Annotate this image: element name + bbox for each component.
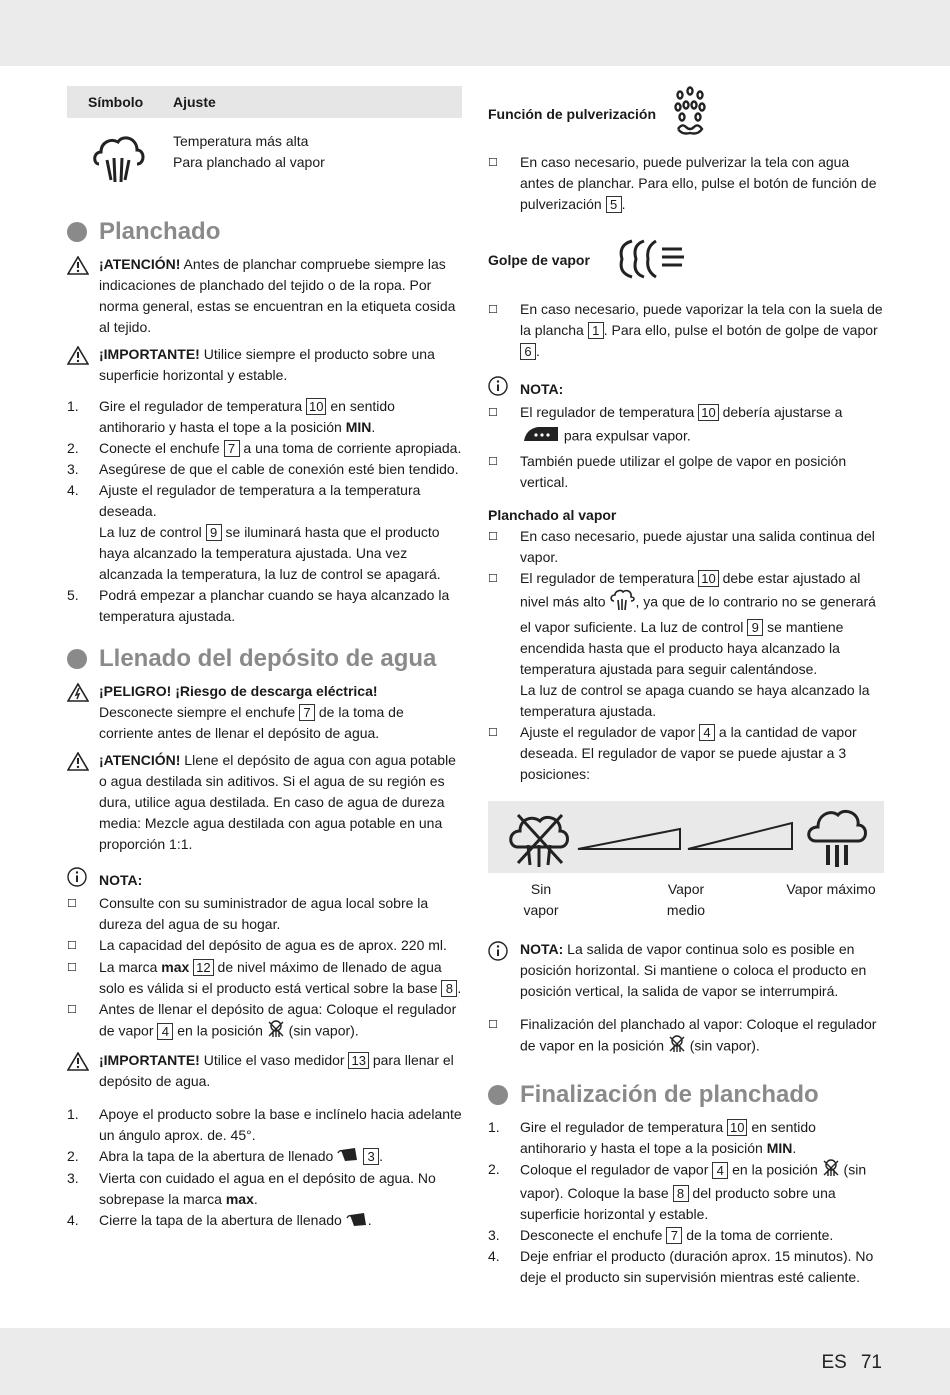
list-item: 3. Desconecte el enchufe 7 de la toma de corriente.: [488, 1227, 834, 1243]
warning-triangle-icon: [67, 344, 99, 386]
language-code: ES: [821, 1352, 847, 1373]
no-steam-icon: [267, 1020, 285, 1044]
list-item: ☐ Consulte con su suministrador de agua local sobre la dureza del agua de su hogar.: [67, 895, 429, 932]
warning-important-cup: ¡IMPORTANTE! Utilice el vaso medidor 13 para llenar el depósito de agua.: [67, 1050, 462, 1092]
note-heading: NOTA:: [67, 867, 462, 893]
list-item: 3. Asegúrese de que el cable de conexión esté bien tendido.: [67, 461, 459, 477]
llenado-steps: [67, 1104, 462, 1233]
list-item: ☐ Finalización del planchado al vapor: Coloque el regulador de vapor en la posición (sin vapor).: [488, 1014, 884, 1059]
list-item: ☐ También puede utilizar el golpe de vapor en posición vertical.: [488, 453, 847, 490]
end-steam-list: [488, 1014, 884, 1059]
page-footer: [822, 1352, 883, 1374]
warning-triangle-icon: [67, 750, 99, 855]
info-icon: [488, 376, 520, 402]
symbol-table-row: [67, 118, 462, 210]
list-item: 4. Cierre la tapa de la abertura de llenado .: [67, 1210, 462, 1232]
steam-level-graphic: [488, 801, 884, 873]
no-steam-icon: [511, 815, 568, 867]
label-max-steam: Vapor máximo: [786, 881, 876, 897]
list-item: 1. Gire el regulador de temperatura 10 en sentido antihorario y hasta el tope a la posición MIN.: [67, 398, 395, 435]
bottom-band: [0, 1328, 950, 1395]
list-item: ☐ La capacidad del depósito de agua es de aprox. 220 ml.: [67, 937, 447, 953]
list-item: 4. Deje enfriar el producto (duración aprox. 15 minutos). No deje el producto sin supervisión mientras esté caliente.: [488, 1248, 874, 1285]
bullet-dot-icon: [488, 1085, 508, 1105]
steam-level-panel: [488, 801, 884, 873]
left-column: [67, 86, 462, 1233]
list-item: 3. Vierta con cuidado el agua en el depósito de agua. No sobrepase la marca max.: [67, 1170, 436, 1208]
max-steam-icon: [809, 811, 866, 867]
steam-burst-icon: [612, 231, 688, 290]
spray-title: Función de pulverización: [488, 105, 657, 122]
warning-triangle-icon: [67, 254, 99, 338]
list-item: ☐ El regulador de temperatura 10 debería ajustarse a para expulsar vapor.: [488, 402, 884, 451]
list-item: ☐ En caso necesario, puede ajustar una salida continua del vapor.: [488, 528, 875, 565]
note-horizontal: NOTA: La salida de vapor continua solo es posible en posición horizontal. Si mantiene o coloca el producto en posición vertical, la salida de vapor se interrumpirá.: [488, 939, 884, 1002]
no-steam-icon: [668, 1035, 686, 1059]
spray-list: [488, 152, 884, 215]
wedge-small: [578, 829, 680, 849]
no-steam-icon: [822, 1159, 840, 1183]
label-medium-steam: Vapor medio: [666, 881, 706, 918]
steam-list: [488, 526, 884, 785]
list-item: ☐ En caso necesario, puede vaporizar la tela con la suela de la plancha 1 . Para ello, pulse el botón de golpe de vapor 6 .: [488, 301, 883, 359]
heading-planchado: Planchado: [67, 218, 462, 246]
list-item: 2. Coloque el regulador de vapor 4 en la posición (sin vapor). Coloque la base 8 del producto sobre una superficie horizontal y estable.: [488, 1161, 867, 1222]
bullet-dot-icon: [67, 222, 87, 242]
note-heading: NOTA:: [488, 376, 884, 402]
right-column: [488, 86, 884, 1288]
info-icon: [488, 939, 520, 1002]
fill-opening-icon: [337, 1146, 359, 1168]
steam-ironing-title: Planchado al vapor: [488, 507, 617, 523]
top-band: [0, 0, 950, 66]
warning-important: ¡IMPORTANTE! Utilice siempre el producto sobre una superficie horizontal y estable.: [67, 344, 462, 386]
symbol-table-header: [67, 86, 462, 118]
iron-max-icon: [520, 423, 560, 451]
steam-level-labels: [488, 879, 884, 921]
table-text-line1: Temperatura más alta: [173, 133, 309, 149]
list-item: ☐ La marca max 12 de nivel máximo de llenado de agua solo es válida si el producto está vertical sobre la base 8 .: [67, 959, 462, 996]
warning-triangle-icon: [67, 1050, 99, 1092]
warning-danger: ¡PELIGRO! ¡Riesgo de descarga eléctrica! Desconecte siempre el enchufe 7 de la toma de corriente antes de llenar el depósito de agua.: [67, 681, 462, 744]
steam-max-small-icon: [609, 589, 635, 617]
list-item: 4. Ajuste el regulador de temperatura a la temperatura deseada.: [67, 482, 421, 519]
list-item: ☐ Ajuste el regulador de vapor 4 a la cantidad de vapor deseada. El regulador de vapor se puede ajustar a 3 posiciones:: [488, 724, 857, 782]
burst-list: [488, 299, 884, 362]
burst-header: [488, 227, 884, 293]
planchado-steps: [67, 396, 462, 627]
burst-title: Golpe de vapor: [488, 251, 590, 268]
page-number: 71: [860, 1352, 882, 1373]
list-item: 2. Abra la tapa de la abertura de llenado 3 .: [67, 1146, 462, 1168]
list-item: ☐ Antes de llenar el depósito de agua: Coloque el regulador de vapor 4 en la posición (sin vapor).: [67, 999, 462, 1044]
fill-opening-icon: [346, 1211, 368, 1233]
list-item: 1. Apoye el producto sobre la base e inclínelo hacia adelante un ángulo aprox. de. 45°.: [67, 1106, 462, 1143]
heading-llenado: Llenado del depósito de agua: [67, 645, 462, 673]
spray-header: [488, 86, 884, 142]
steam-max-icon: [67, 128, 173, 210]
list-item: La luz de control 9 se iluminará hasta que el producto haya alcanzado la temperatura ajustada. Una vez alcanzada la temperatura, la luz de control se apagará.: [99, 524, 441, 582]
heading-finalizacion: Finalización de planchado: [488, 1081, 884, 1109]
table-text-line2: Para planchado al vapor: [173, 154, 325, 170]
list-item: 2. Conecte el enchufe 7 a una toma de corriente apropiada.: [67, 440, 462, 456]
bullet-dot-icon: [67, 649, 87, 669]
symbol-header: Símbolo: [88, 94, 144, 110]
list-item: 1. Gire el regulador de temperatura 10 en sentido antihorario y hasta el tope a la posición MIN.: [488, 1119, 816, 1156]
list-item: ☐ El regulador de temperatura 10 debe estar ajustado al nivel más alto , ya que de lo contrario no se generará el vapor suficiente. La luz de control 9 se mantiene encendida hasta que el producto haya alcanzado la temperatura ajustada para seguir calentándose. La luz de control se apaga cuando se haya alcanzado la temperatura ajustada.: [488, 570, 876, 719]
note-list: [67, 893, 462, 1044]
setting-header: Ajuste: [173, 94, 216, 110]
spray-icon: [672, 85, 708, 144]
list-item: 5. Podrá empezar a planchar cuando se haya alcanzado la temperatura ajustada.: [67, 587, 450, 624]
finalizacion-steps: [488, 1117, 884, 1288]
label-no-steam: Sin vapor: [523, 881, 559, 918]
warning-attention: ¡ATENCIÓN! Antes de planchar compruebe siempre las indicaciones de planchado del tejido o de la ropa. Por norma general, estas se encuentran en la etiqueta cosida al tejido.: [67, 254, 462, 338]
note-list-right: [488, 402, 884, 493]
warning-attention-water: ¡ATENCIÓN! Llene el depósito de agua con agua potable o agua destilada sin aditivos. Si el agua de su región es dura, utilice agua destilada. En caso de agua de dureza media: Mezcle agua destilada con agua potable en una proporción 1:1.: [67, 750, 462, 855]
list-item: ☐ En caso necesario, puede pulverizar la tela con agua antes de planchar. Para ello, pulse el botón de función de pulverización 5 .: [488, 154, 877, 212]
electric-warning-icon: [67, 681, 99, 744]
info-icon: [67, 867, 99, 893]
wedge-large: [688, 823, 792, 849]
